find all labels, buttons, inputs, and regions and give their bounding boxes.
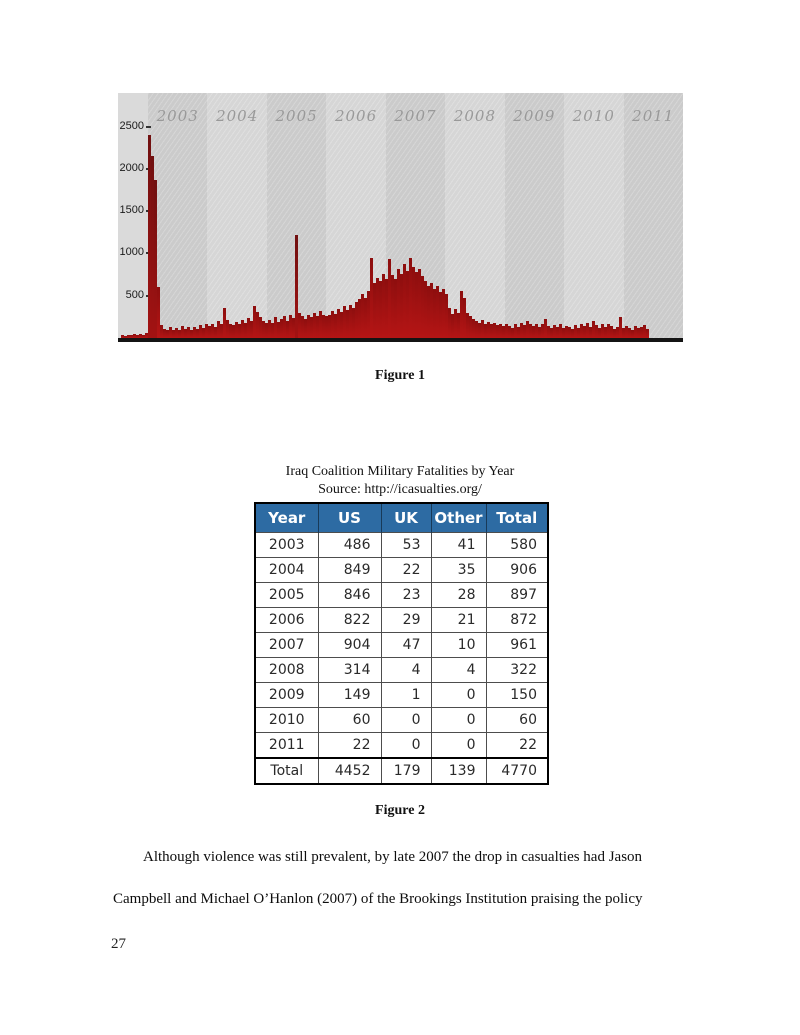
- value-cell: 961: [486, 633, 548, 658]
- value-cell: 4770: [486, 758, 548, 784]
- table-row: [255, 583, 548, 608]
- value-cell: 22: [381, 558, 431, 583]
- value-cell: 0: [381, 733, 431, 759]
- value-cell: 846: [318, 583, 381, 608]
- row-label-cell: 2009: [255, 683, 318, 708]
- column-header-other: Other: [431, 503, 486, 533]
- row-label-cell: 2004: [255, 558, 318, 583]
- figure-2-caption: Figure 2: [375, 803, 425, 818]
- year-label: 2008: [453, 107, 497, 125]
- row-label-cell: 2011: [255, 733, 318, 759]
- table-row: [255, 733, 548, 759]
- row-label-cell: 2007: [255, 633, 318, 658]
- value-cell: 35: [431, 558, 486, 583]
- value-cell: 29: [381, 608, 431, 633]
- year-label: 2009: [513, 107, 556, 125]
- row-label-cell: 2005: [255, 583, 318, 608]
- value-cell: 0: [431, 733, 486, 759]
- fatalities-chart: [118, 93, 683, 342]
- table-row: [255, 758, 548, 784]
- fatalities-table: [254, 502, 549, 785]
- value-cell: 314: [318, 658, 381, 683]
- table-row: [255, 558, 548, 583]
- page-number: 27: [111, 936, 126, 952]
- table-header: [255, 503, 548, 533]
- year-label: 2011: [632, 107, 675, 125]
- value-cell: 486: [318, 533, 381, 558]
- y-tick-label: 1000: [119, 246, 144, 259]
- row-label-cell: 2006: [255, 608, 318, 633]
- year-label: 2004: [216, 107, 259, 125]
- value-cell: 10: [431, 633, 486, 658]
- table-row: [255, 533, 548, 558]
- year-label: 2005: [275, 107, 318, 125]
- value-cell: 849: [318, 558, 381, 583]
- table-title: Iraq Coalition Military Fatalities by Year: [285, 464, 515, 479]
- value-cell: 0: [431, 708, 486, 733]
- year-label: 2006: [334, 107, 378, 125]
- y-tick-label: 500: [125, 288, 144, 301]
- body-line-2: Campbell and Michael O’Hanlon (2007) of the Brookings Institution praising the policy: [113, 891, 643, 907]
- value-cell: 4: [431, 658, 486, 683]
- figure-1-caption: Figure 1: [375, 368, 425, 383]
- value-cell: 1: [381, 683, 431, 708]
- value-cell: 22: [318, 733, 381, 759]
- value-cell: 60: [318, 708, 381, 733]
- column-header-us: US: [318, 503, 381, 533]
- table-row: [255, 608, 548, 633]
- year-label: 2003: [156, 107, 199, 125]
- value-cell: 4: [381, 658, 431, 683]
- value-cell: 60: [486, 708, 548, 733]
- value-cell: 4452: [318, 758, 381, 784]
- value-cell: 872: [486, 608, 548, 633]
- value-cell: 21: [431, 608, 486, 633]
- value-cell: 28: [431, 583, 486, 608]
- y-tick-label: 2500: [119, 119, 144, 132]
- y-tick-label: 1500: [119, 204, 144, 217]
- value-cell: 47: [381, 633, 431, 658]
- column-header-total: Total: [486, 503, 548, 533]
- body-paragraph: [113, 836, 683, 920]
- value-cell: 822: [318, 608, 381, 633]
- value-cell: 904: [318, 633, 381, 658]
- table-source-line: Source: http://icasualties.org/: [318, 482, 482, 497]
- table-body: [255, 533, 548, 785]
- y-tick-label: 2000: [119, 161, 144, 174]
- column-header-year: Year: [255, 503, 318, 533]
- chart-x-axis-line: [118, 338, 683, 342]
- value-cell: 150: [486, 683, 548, 708]
- chart-bar: [646, 329, 649, 338]
- value-cell: 322: [486, 658, 548, 683]
- table-row: [255, 658, 548, 683]
- value-cell: 53: [381, 533, 431, 558]
- value-cell: 149: [318, 683, 381, 708]
- value-cell: 23: [381, 583, 431, 608]
- column-header-uk: UK: [381, 503, 431, 533]
- value-cell: 0: [381, 708, 431, 733]
- year-label: 2010: [572, 107, 615, 125]
- row-label-cell: Total: [255, 758, 318, 784]
- row-label-cell: 2003: [255, 533, 318, 558]
- value-cell: 179: [381, 758, 431, 784]
- value-cell: 22: [486, 733, 548, 759]
- year-label: 2007: [394, 107, 437, 125]
- row-label-cell: 2008: [255, 658, 318, 683]
- chart-bars: [121, 93, 649, 338]
- value-cell: 906: [486, 558, 548, 583]
- table-header-row: [255, 503, 548, 533]
- body-line-1: Although violence was still prevalent, by late 2007 the drop in casualties had Jason: [143, 849, 643, 865]
- value-cell: 41: [431, 533, 486, 558]
- row-label-cell: 2010: [255, 708, 318, 733]
- value-cell: 897: [486, 583, 548, 608]
- value-cell: 139: [431, 758, 486, 784]
- table-row: [255, 708, 548, 733]
- table-row: [255, 633, 548, 658]
- value-cell: 0: [431, 683, 486, 708]
- value-cell: 580: [486, 533, 548, 558]
- table-row: [255, 683, 548, 708]
